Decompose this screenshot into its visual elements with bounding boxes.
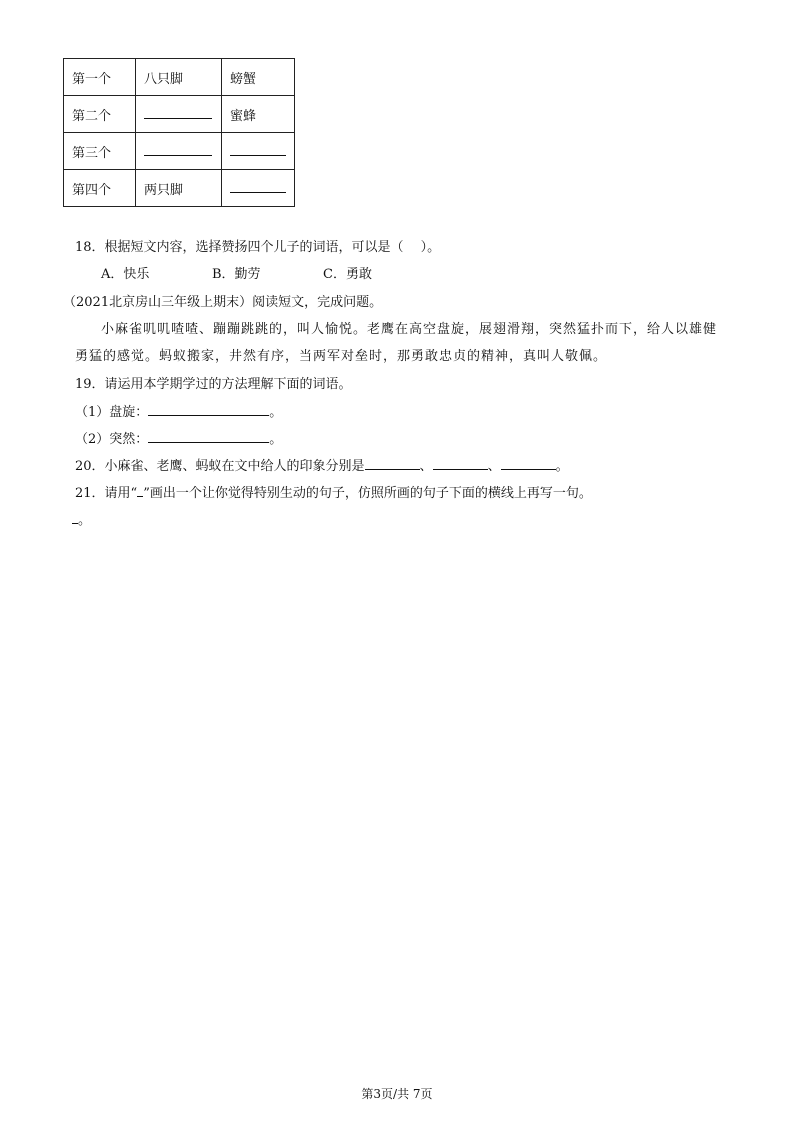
question-19: 19．请运用本学期学过的方法理解下面的词语。 [75,377,352,392]
answer-blank[interactable] [230,180,286,193]
table-cell: 两只脚 [136,170,222,207]
question-19-item-2 [75,430,282,449]
passage-source: （2021北京房山三年级上期末）阅读短文，完成问题。 [63,295,383,310]
passage-line: 小麻雀叽叽喳喳、蹦蹦跳跳的，叫人愉悦。老鹰在高空盘旋，展翅滑翔，突然猛扑而下，给人以雄健 [101,322,718,337]
table-blank-cell[interactable] [222,170,295,207]
table-cell: 第四个 [64,170,136,207]
answer-blank[interactable] [365,457,420,470]
answer-blank[interactable] [230,143,286,156]
table-row [64,170,295,207]
table-cell: 第二个 [64,96,136,133]
option-a[interactable]: A．快乐 [101,267,150,282]
separator: 、 [487,459,501,474]
table-cell: 蜜蜂 [222,96,295,133]
separator: 、 [419,459,433,474]
table-cell: 第一个 [64,59,136,96]
question-19-item-1 [75,403,282,422]
answer-table [63,58,295,207]
item-label: （2）突然： [75,432,149,447]
passage-line: 勇猛的感觉。蚂蚁搬家，井然有序，当两军对垒时，那勇敢忠贞的精神，真叫人敬佩。 [75,349,608,364]
question-text: ”画出一个让你觉得特别生动的句子，仿照所画的句子下面的横线上再写一句。 [143,486,592,501]
answer-blank[interactable] [501,457,556,470]
table-blank-cell[interactable] [136,133,222,170]
table-row [64,133,295,170]
question-text: 21．请用“ [75,486,138,501]
table-blank-cell[interactable] [222,133,295,170]
question-21 [75,484,592,503]
item-label: （1）盘旋： [75,405,149,420]
answer-blank[interactable] [148,430,269,443]
answer-end: 。 [78,513,92,528]
answer-blank[interactable] [144,143,212,156]
answer-blank[interactable] [433,457,488,470]
page-footer: 第3页/共 7页 [361,1087,433,1101]
option-b[interactable]: B．勤劳 [212,267,261,282]
table-cell: 螃蟹 [222,59,295,96]
question-end: 。 [555,459,569,474]
option-c[interactable]: C．勇敢 [323,267,372,282]
question-18: 18．根据短文内容，选择赞扬四个儿子的词语，可以是（ ）。 [75,240,441,255]
table-row [64,96,295,133]
table-blank-cell[interactable] [136,96,222,133]
question-21-answer [72,511,91,530]
answer-blank[interactable] [148,403,269,416]
answer-blank[interactable] [144,106,212,119]
table-cell: 第三个 [64,133,136,170]
question-text: 20．小麻雀、老鹰、蚂蚁在文中给人的印象分别是 [75,459,365,474]
item-end: 。 [269,432,283,447]
question-20 [75,457,569,476]
table-cell: 八只脚 [136,59,222,96]
item-end: 。 [269,405,283,420]
table-row [64,59,295,96]
